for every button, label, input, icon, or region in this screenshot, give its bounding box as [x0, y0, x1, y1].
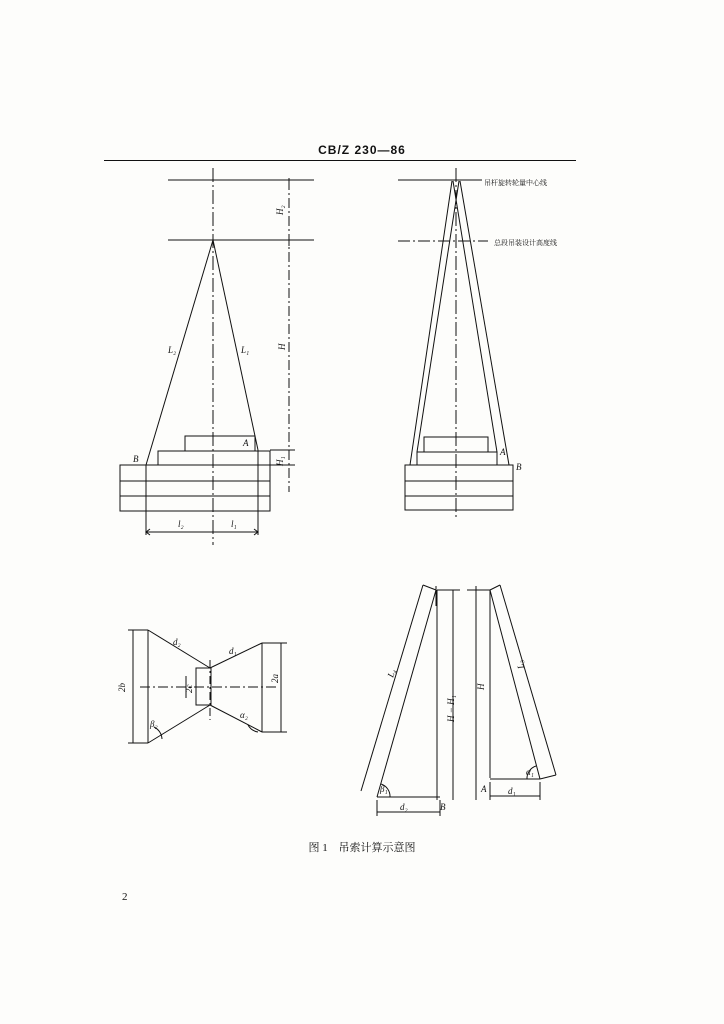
sling-length-triangles: [361, 585, 556, 816]
label-H2: H₂: [275, 205, 285, 215]
label-B-side: B: [516, 462, 522, 472]
note-design-height: 总段吊装设计高度线: [494, 239, 557, 247]
label-beta2-plan: β₂: [150, 719, 158, 729]
label-d1-plan: d₁: [229, 646, 237, 656]
figure-caption: [0, 839, 724, 855]
label-B-bottom: B: [440, 802, 446, 812]
label-B-front: B: [133, 454, 139, 464]
label-d2: d₂: [400, 802, 408, 812]
standard-code: CB/Z 230—86: [318, 143, 406, 157]
label-A-front: A: [243, 438, 249, 448]
label-2c: 2c: [184, 684, 194, 693]
label-L1: L₁: [241, 345, 250, 355]
label-alpha1: α₁: [526, 767, 534, 777]
caption-title: 吊索计算示意图: [338, 842, 416, 854]
label-H-minus-H1: H − H₁: [446, 695, 456, 722]
label-L2: L₂: [168, 345, 177, 355]
label-2b: 2b: [117, 683, 127, 692]
label-L3: L₃: [514, 659, 526, 671]
label-d2-plan: d₂: [173, 637, 181, 647]
label-2a: 2a: [270, 674, 280, 683]
label-l1: l₁: [231, 519, 237, 529]
caption-number: 图 1: [308, 842, 328, 854]
front-elevation-view: [120, 168, 314, 545]
page-number: 2: [122, 891, 128, 903]
label-alpha2-plan: α₂: [240, 710, 248, 720]
label-H-right: H: [476, 683, 486, 690]
label-A-side: A: [500, 447, 506, 457]
label-A-bottom: A: [481, 784, 487, 794]
label-H1: H₁: [275, 456, 285, 466]
label-d1: d₁: [508, 786, 516, 796]
side-elevation-view: [398, 168, 513, 520]
note-centerline: 吊杆旋转轮量中心线: [484, 179, 547, 187]
label-H: H: [277, 343, 287, 350]
label-beta1: β₁: [380, 784, 388, 794]
label-L4: L₄: [385, 667, 398, 679]
label-l2: l₂: [178, 519, 184, 529]
